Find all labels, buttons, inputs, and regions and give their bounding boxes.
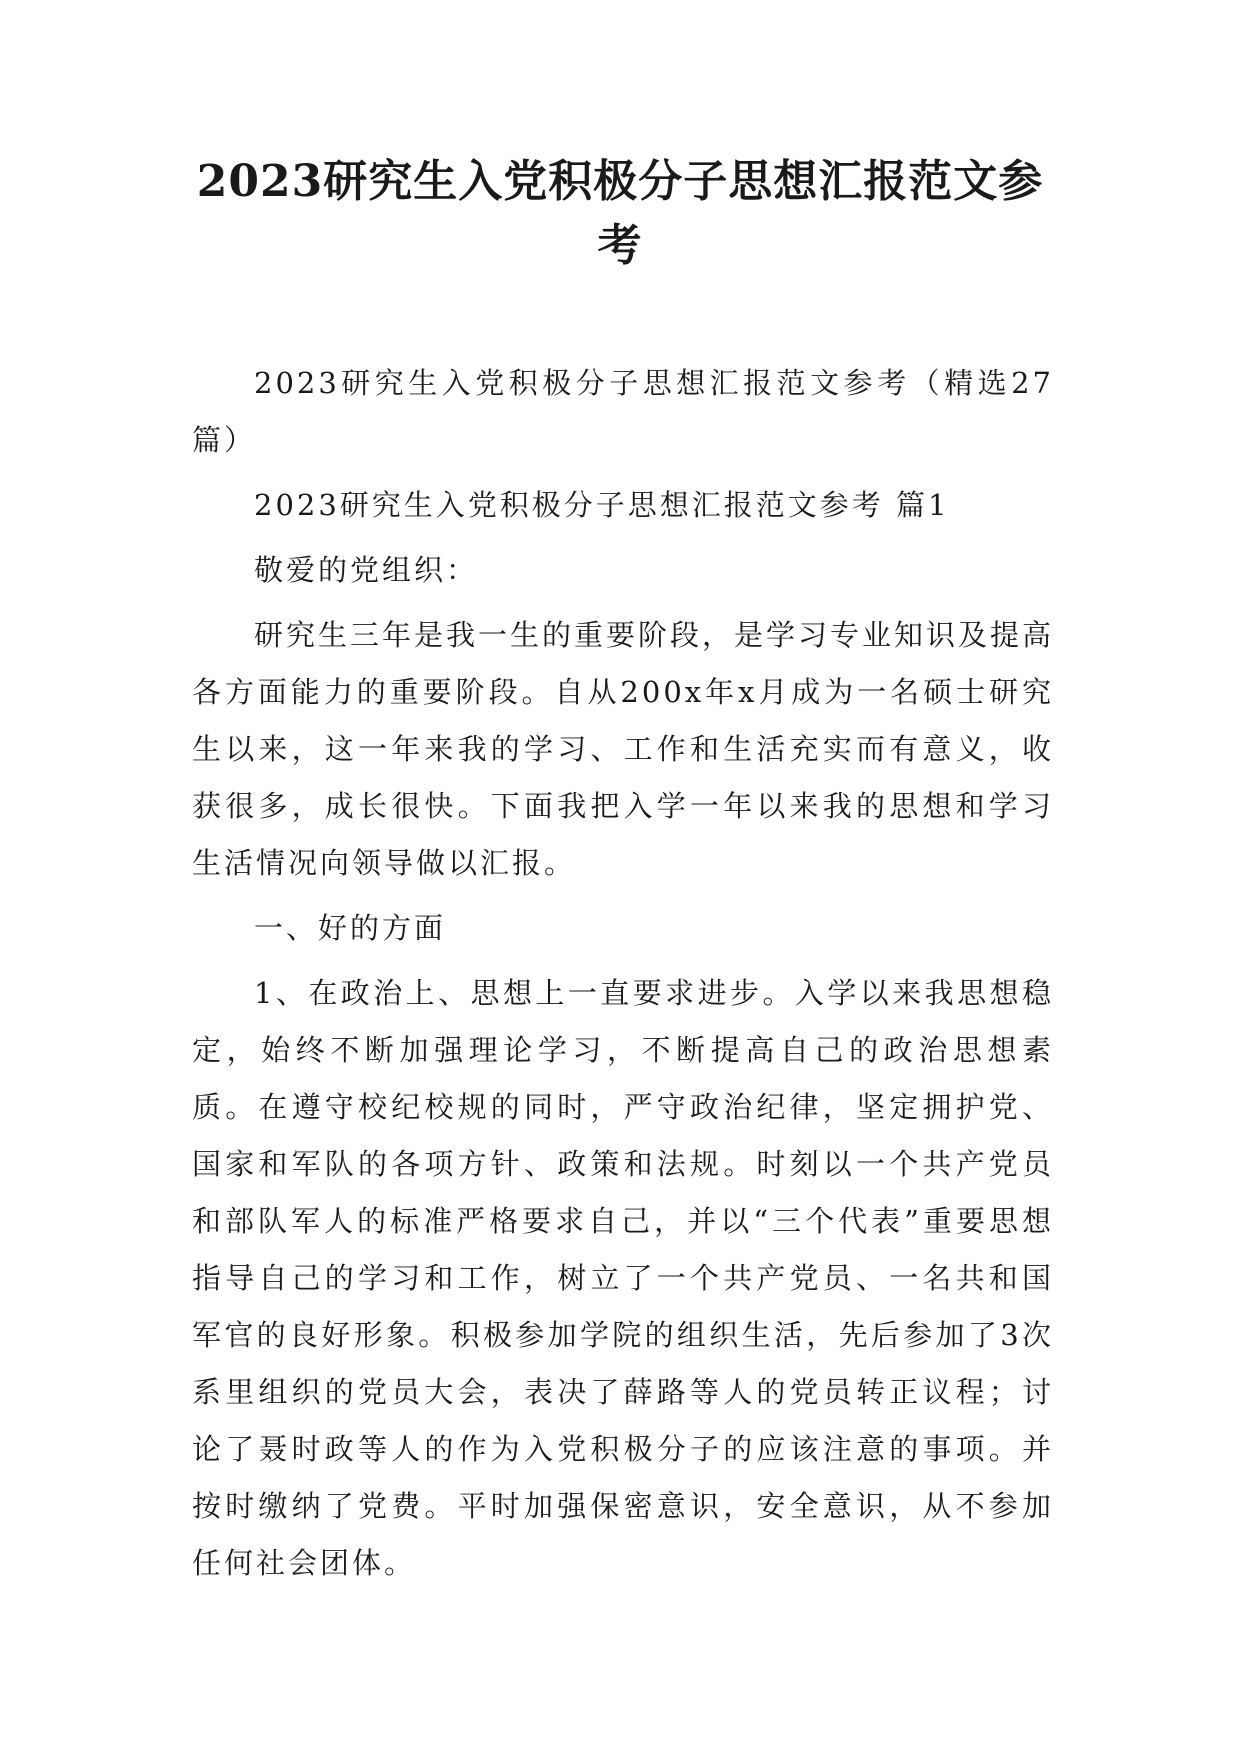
document-body xyxy=(192,355,1054,1600)
paragraph-heading-good-aspects: 一、好的方面 xyxy=(254,911,447,945)
paragraph-salutation: 敬爱的党组织： xyxy=(254,553,479,587)
paragraph-subtitle: 2023研究生入党积极分子思想汇报范文参考（精选27篇） xyxy=(192,366,1054,457)
paragraph-intro: 研究生三年是我一生的重要阶段，是学习专业知识及提高各方面能力的重要阶段。自从200x年x月成为一名硕士研究生以来，这一年来我的学习、工作和生活充实而有意义，收获很多，成长很快。下面我把入学一年以来我的思想和学习生活情况向领导做以汇报。 xyxy=(192,618,1055,880)
paragraph-section-heading: 2023研究生入党积极分子思想汇报范文参考 篇1 xyxy=(254,488,950,522)
document-title: 2023研究生入党积极分子思想汇报范文参考 xyxy=(196,156,1044,271)
paragraph-point-1: 1、在政治上、思想上一直要求进步。入学以来我思想稳定，始终不断加强理论学习，不断提高自己的政治思想素质。在遵守校纪校规的同时，严守政治纪律，坚定拥护党、国家和军队的各项方针、政策和法规。时刻以一个共产党员和部队军人的标准严格要求自己，并以“三个代表”重要思想指导自己的学习和工作，树立了一个共产党员、一名共和国军官的良好形象。积极参加学院的组织生活，先后参加了3次系里组织的党员大会，表决了薛路等人的党员转正议程；讨论了聂时政等人的作为入党积极分子的应该注意的事项。并按时缴纳了党费。平时加强保密意识，安全意识，从不参加任何社会团体。 xyxy=(192,976,1054,1580)
